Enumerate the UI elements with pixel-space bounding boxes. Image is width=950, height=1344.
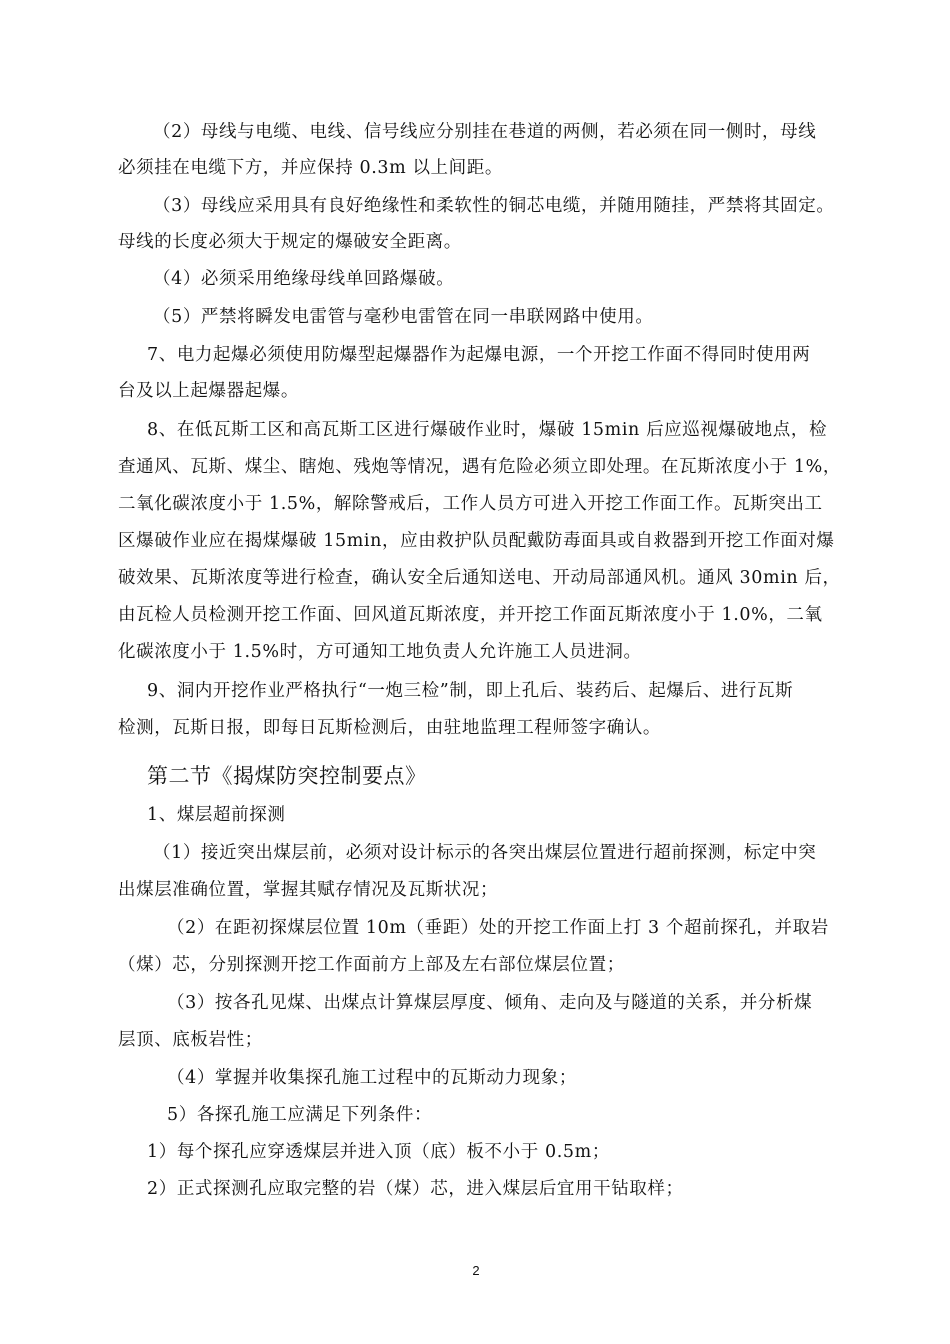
text-line: 台及以上起爆器起爆。 [118,381,299,401]
text-line: 1、煤层超前探测 [147,805,286,825]
text-line: （5）严禁将瞬发电雷管与毫秒电雷管在同一串联网路中使用。 [153,307,654,327]
text-line: （1）接近突出煤层前，必须对设计标示的各突出煤层位置进行超前探测，标定中突 [153,843,817,863]
text-line: 化碳浓度小于 1.5%时，方可通知工地负责人允许施工人员进洞。 [118,642,642,662]
text-line: （3）按各孔见煤、出煤点计算煤层厚度、倾角、走向及与隧道的关系，并分析煤 [167,993,813,1013]
text-line: 区爆破作业应在揭煤爆破 15min，应由救护队员配戴防毒面具或自救器到开挖工作面对爆 [118,531,835,551]
text-line: 查通风、瓦斯、煤尘、瞎炮、残炮等情况，遇有危险必须立即处理。在瓦斯浓度小于 1%， [118,457,841,477]
text-line: 出煤层准确位置，掌握其赋存情况及瓦斯状况； [118,880,499,900]
text-line: 5）各探孔施工应满足下列条件： [167,1105,433,1125]
text-line: 1）每个探孔应穿透煤层并进入顶（底）板不小于 0.5m； [147,1142,610,1162]
text-line: （4）必须采用绝缘母线单回路爆破。 [153,269,455,289]
text-line: 检测，瓦斯日报，即每日瓦斯检测后，由驻地监理工程师签字确认。 [118,718,661,738]
text-line: 母线的长度必须大于规定的爆破安全距离。 [118,232,462,252]
text-line: 7、电力起爆必须使用防爆型起爆器作为起爆电源，一个开挖工作面不得同时使用两 [147,345,811,365]
text-line: （煤）芯，分别探测开挖工作面前方上部及左右部位煤层位置； [118,955,625,975]
text-line: 2）正式探测孔应取完整的岩（煤）芯，进入煤层后宜用干钻取样； [147,1179,684,1199]
text-line: 必须挂在电缆下方，并应保持 0.3m 以上间距。 [118,158,503,178]
text-line: 8、在低瓦斯工区和高瓦斯工区进行爆破作业时，爆破 15min 后应巡视爆破地点，检 [147,420,828,440]
text-line: 9、洞内开挖作业严格执行“一炮三检”制，即上孔后、装药后、起爆后、进行瓦斯 [147,681,794,701]
text-line: 层顶、底板岩性； [118,1030,263,1050]
text-line: （2）在距初探煤层位置 10m（垂距）处的开挖工作面上打 3 个超前探孔，并取岩 [167,918,829,938]
section-heading: 第二节《揭煤防突控制要点》 [147,764,427,788]
text-line: 破效果、瓦斯浓度等进行检查，确认安全后通知送电、开动局部通风机。通风 30min 后， [118,568,841,588]
page-number: 2 [472,1263,480,1278]
text-line: （2）母线与电缆、电线、信号线应分别挂在巷道的两侧，若必须在同一侧时，母线 [153,122,817,142]
text-line: 由瓦检人员检测开挖工作面、回风道瓦斯浓度，并开挖工作面瓦斯浓度小于 1.0%，二氧 [118,605,823,625]
text-line: （3）母线应采用具有良好绝缘性和柔软性的铜芯电缆，并随用随挂，严禁将其固定。 [153,196,835,216]
text-line: 二氧化碳浓度小于 1.5%，解除警戒后，工作人员方可进入开挖工作面工作。瓦斯突出工 [118,494,823,514]
text-line: （4）掌握并收集探孔施工过程中的瓦斯动力现象； [167,1068,577,1088]
